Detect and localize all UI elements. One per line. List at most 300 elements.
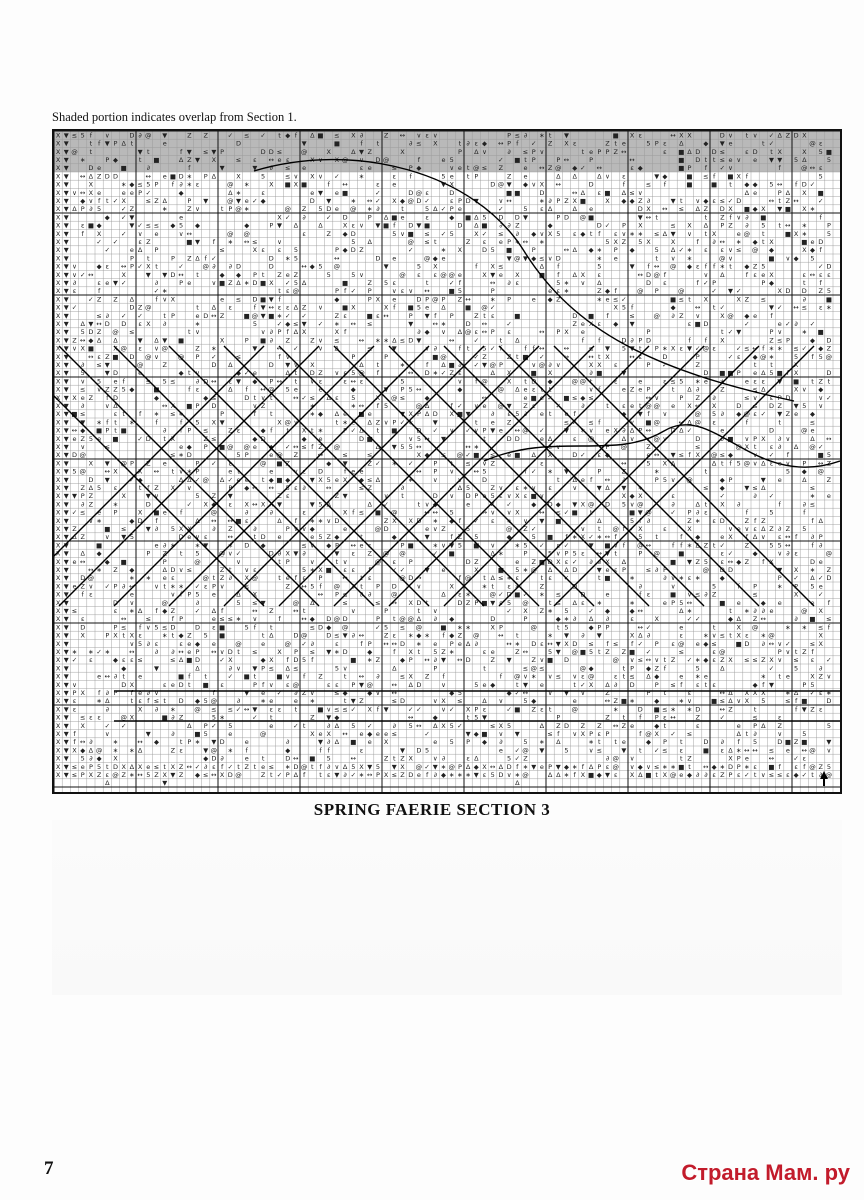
svg-text:↔: ↔ (653, 262, 660, 271)
svg-text:t: t (655, 770, 658, 779)
svg-text:◆: ◆ (203, 754, 209, 763)
svg-text:e: e (753, 311, 758, 320)
svg-text:ε: ε (613, 360, 618, 369)
svg-text:X: X (55, 237, 61, 246)
svg-text:X: X (564, 139, 569, 148)
svg-text:ε: ε (113, 483, 118, 492)
svg-text:Z: Z (465, 598, 471, 607)
svg-text:X: X (605, 352, 610, 361)
svg-text:Z: Z (744, 516, 750, 525)
svg-text:D: D (547, 557, 553, 566)
svg-text:Δ: Δ (752, 533, 758, 542)
svg-text:@: @ (669, 262, 677, 271)
svg-text:f: f (171, 180, 175, 189)
svg-text:◆: ◆ (547, 377, 553, 386)
svg-text:e: e (523, 164, 528, 173)
svg-text:ε: ε (482, 705, 487, 714)
svg-text:↔: ↔ (768, 196, 775, 205)
svg-text:D: D (703, 319, 709, 328)
svg-text:≤: ≤ (555, 590, 562, 599)
svg-text:▼: ▼ (564, 467, 569, 476)
svg-text:↔: ↔ (342, 180, 348, 189)
svg-text:≤: ≤ (334, 131, 340, 140)
svg-text:D: D (457, 598, 463, 607)
svg-text:X: X (400, 762, 405, 771)
svg-text:∗: ∗ (686, 254, 693, 263)
svg-text:✓: ✓ (440, 205, 447, 214)
svg-text:D: D (112, 762, 119, 771)
svg-text:↔: ↔ (793, 303, 799, 312)
svg-text:▼: ▼ (326, 713, 332, 722)
svg-text:5: 5 (826, 451, 831, 460)
svg-text:∂: ∂ (819, 664, 823, 673)
svg-text:t: t (163, 311, 166, 320)
svg-text:P: P (802, 459, 807, 468)
svg-text:∗: ∗ (260, 697, 266, 706)
svg-text:X: X (547, 451, 553, 460)
svg-text:ε: ε (605, 762, 610, 771)
svg-text:ε: ε (515, 278, 520, 287)
svg-text:Δ: Δ (326, 393, 331, 402)
svg-text:Z: Z (80, 582, 85, 591)
svg-text:Δ: Δ (474, 754, 479, 763)
svg-text:◆: ◆ (449, 688, 455, 697)
svg-text:P: P (687, 164, 692, 173)
svg-text:✓: ✓ (580, 164, 586, 173)
svg-text:X: X (572, 196, 577, 205)
svg-text:■: ■ (243, 311, 250, 320)
svg-text:P: P (728, 770, 733, 779)
svg-text:5: 5 (302, 656, 307, 665)
svg-text:↔: ↔ (88, 565, 94, 574)
svg-text:f: f (598, 385, 601, 394)
svg-text:∨: ∨ (441, 541, 446, 550)
svg-text:▼: ▼ (252, 344, 258, 353)
svg-text:X: X (802, 246, 807, 255)
svg-text:X: X (162, 770, 167, 779)
svg-text:5: 5 (482, 213, 487, 222)
svg-text:◆: ◆ (236, 270, 241, 279)
svg-text:≤: ≤ (752, 483, 758, 492)
svg-text:ε: ε (359, 164, 364, 173)
svg-text:▼: ▼ (539, 746, 545, 755)
svg-text:f: f (524, 467, 527, 476)
svg-text:↔: ↔ (727, 557, 734, 566)
svg-text:■: ■ (711, 697, 718, 706)
svg-text:✓: ✓ (96, 237, 102, 246)
svg-text:∗: ∗ (514, 237, 521, 246)
svg-text:ε: ε (802, 270, 807, 279)
svg-text:∨: ∨ (531, 180, 537, 189)
svg-text:▼: ▼ (63, 401, 69, 410)
svg-text:@: @ (653, 418, 660, 427)
svg-text:@: @ (284, 418, 291, 427)
svg-text:Δ: Δ (113, 336, 118, 345)
svg-text:@: @ (407, 196, 414, 205)
svg-text:f: f (458, 574, 462, 583)
svg-text:e: e (129, 188, 134, 197)
svg-text:▼: ▼ (63, 541, 69, 550)
svg-text:∂: ∂ (491, 410, 495, 419)
svg-text:≤: ≤ (522, 664, 529, 673)
svg-text:■: ■ (678, 155, 685, 164)
svg-text:Z: Z (367, 147, 372, 156)
svg-text:e: e (777, 319, 782, 328)
svg-text:f: f (630, 303, 634, 312)
svg-text:P: P (662, 738, 667, 747)
svg-text:∂: ∂ (359, 131, 364, 140)
svg-text:▼: ▼ (769, 155, 774, 164)
svg-text:5: 5 (679, 377, 684, 386)
svg-text:5: 5 (474, 533, 479, 542)
svg-text:✓: ✓ (498, 205, 504, 214)
svg-text:∗: ∗ (448, 647, 455, 656)
svg-text:@: @ (333, 615, 341, 624)
svg-text:t: t (466, 164, 470, 173)
svg-text:≤: ≤ (662, 746, 668, 755)
svg-text:e: e (162, 139, 167, 148)
svg-text:X: X (613, 426, 618, 435)
svg-text:▼: ▼ (63, 254, 69, 263)
svg-text:5: 5 (72, 467, 77, 476)
svg-text:X: X (638, 524, 643, 533)
svg-text:ε: ε (449, 196, 454, 205)
svg-text:■: ■ (604, 541, 611, 550)
svg-text:ε: ε (613, 770, 618, 779)
svg-text:P: P (195, 401, 200, 410)
svg-text:∨: ∨ (695, 196, 701, 205)
svg-text:≤: ≤ (563, 418, 570, 427)
svg-text:ε: ε (663, 278, 667, 287)
svg-text:t: t (302, 721, 306, 730)
svg-text:t: t (261, 631, 265, 640)
svg-text:∂: ∂ (696, 508, 700, 517)
svg-text:@: @ (423, 254, 431, 263)
svg-text:∨: ∨ (432, 131, 438, 140)
svg-text:X: X (736, 623, 741, 632)
svg-text:↔: ↔ (563, 352, 570, 361)
svg-text:f: f (327, 746, 330, 755)
svg-text:Δ: Δ (621, 557, 627, 566)
svg-text:✓: ✓ (506, 705, 512, 714)
svg-text:X: X (728, 205, 733, 214)
svg-text:∂: ∂ (433, 656, 437, 665)
svg-text:5: 5 (654, 246, 659, 255)
svg-text:P: P (490, 287, 495, 296)
svg-text:D: D (785, 287, 791, 296)
svg-text:e: e (392, 180, 397, 189)
svg-text:≤: ≤ (342, 451, 348, 460)
svg-text:5: 5 (712, 410, 717, 419)
svg-text:∂: ∂ (81, 360, 85, 369)
svg-text:✓: ✓ (260, 131, 266, 140)
svg-text:D: D (170, 565, 176, 574)
svg-text:P: P (466, 738, 471, 747)
svg-text:t: t (557, 623, 560, 632)
svg-text:@: @ (653, 434, 660, 443)
svg-text:D: D (104, 172, 110, 181)
svg-text:D: D (637, 705, 643, 714)
svg-text:✓: ✓ (506, 500, 512, 509)
svg-text:t: t (548, 131, 552, 140)
svg-text:Z: Z (88, 393, 94, 402)
svg-text:D: D (334, 516, 340, 525)
svg-text:■: ■ (448, 549, 455, 558)
svg-text:✓: ✓ (375, 459, 381, 468)
svg-text:P: P (113, 582, 118, 591)
svg-text:P: P (203, 721, 208, 730)
svg-text:D: D (785, 393, 791, 402)
svg-text:e: e (605, 426, 610, 435)
svg-text:X: X (55, 303, 61, 312)
svg-text:◆: ◆ (719, 483, 725, 492)
svg-text:■: ■ (96, 426, 103, 435)
svg-text:@: @ (145, 352, 152, 361)
svg-text:P: P (367, 295, 372, 304)
svg-text:P: P (195, 467, 200, 476)
svg-text:◆: ◆ (793, 254, 799, 263)
svg-text:f: f (622, 180, 626, 189)
svg-text:ε: ε (712, 680, 716, 689)
svg-text:∂: ∂ (212, 524, 216, 533)
svg-text:▼: ▼ (318, 738, 323, 747)
svg-text:P: P (564, 549, 569, 558)
svg-text:∨: ∨ (219, 582, 225, 591)
svg-text:≤: ≤ (694, 590, 701, 599)
svg-text:∂: ∂ (392, 721, 396, 730)
svg-text:◆: ◆ (728, 615, 733, 624)
svg-text:↔: ↔ (473, 467, 480, 476)
svg-text:∨: ∨ (129, 598, 135, 607)
svg-text:■: ■ (169, 172, 176, 181)
svg-text:Δ: Δ (433, 205, 438, 214)
site-watermark: Страна Мам. ру (681, 1160, 850, 1185)
svg-text:X: X (728, 754, 733, 763)
svg-text:f: f (565, 533, 568, 542)
svg-text:Δ: Δ (761, 483, 766, 492)
svg-text:ε: ε (474, 328, 479, 337)
svg-text:e: e (121, 188, 126, 197)
svg-text:X: X (277, 213, 282, 222)
svg-text:f: f (278, 352, 281, 361)
svg-text:Z: Z (474, 557, 479, 566)
svg-text:P: P (351, 680, 356, 689)
svg-text:P: P (654, 344, 659, 353)
svg-text:e: e (367, 738, 372, 747)
svg-text:f: f (499, 344, 503, 353)
svg-text:e: e (425, 524, 430, 533)
svg-text:D: D (326, 631, 332, 640)
svg-text:∗: ∗ (826, 688, 832, 697)
svg-text:f: f (581, 762, 585, 771)
svg-text:◆: ◆ (736, 410, 742, 419)
svg-text:e: e (605, 590, 610, 599)
svg-text:@: @ (522, 598, 529, 607)
svg-text:∗: ∗ (457, 623, 463, 632)
svg-text:∗: ∗ (129, 418, 135, 427)
svg-text:ε: ε (531, 401, 536, 410)
svg-text:Z: Z (96, 172, 102, 181)
svg-text:f: f (786, 369, 790, 378)
svg-text:5: 5 (802, 729, 807, 738)
svg-text:≤: ≤ (334, 688, 340, 697)
svg-text:X: X (654, 615, 659, 624)
svg-text:■: ■ (784, 205, 791, 214)
svg-text:D: D (293, 631, 299, 640)
svg-text:f: f (712, 172, 716, 181)
svg-text:X: X (55, 287, 61, 296)
svg-text:P: P (556, 328, 561, 337)
svg-text:X: X (769, 656, 774, 665)
svg-text:Z: Z (506, 418, 512, 427)
svg-text:t: t (688, 295, 691, 304)
svg-text:▼: ▼ (227, 492, 233, 501)
svg-text:Δ: Δ (580, 188, 586, 197)
svg-text:✓: ✓ (284, 278, 291, 287)
svg-text:■: ■ (112, 434, 119, 443)
svg-text:∗: ∗ (596, 533, 603, 542)
svg-text:∗: ∗ (629, 598, 635, 607)
svg-text:Δ: Δ (572, 598, 577, 607)
svg-text:P: P (293, 647, 298, 656)
svg-text:P: P (269, 221, 274, 230)
svg-text:■: ■ (678, 762, 685, 771)
svg-text:D: D (490, 180, 496, 189)
svg-text:◆: ◆ (88, 336, 94, 345)
svg-text:∂: ∂ (163, 541, 167, 550)
svg-text:@: @ (694, 418, 701, 427)
svg-text:Δ: Δ (105, 697, 110, 706)
svg-text:ε: ε (138, 237, 142, 246)
svg-text:@: @ (210, 508, 218, 517)
svg-text:■: ■ (686, 180, 693, 189)
svg-text:t: t (188, 680, 191, 689)
svg-text:■: ■ (87, 344, 94, 353)
svg-text:ε: ε (425, 213, 429, 222)
svg-text:t: t (811, 377, 814, 386)
svg-text:Z: Z (219, 565, 225, 574)
svg-text:ε: ε (794, 762, 798, 771)
svg-text:Δ: Δ (728, 688, 733, 697)
svg-text:5: 5 (646, 459, 651, 468)
svg-text:e: e (425, 303, 430, 312)
svg-text:↔: ↔ (276, 377, 283, 386)
svg-text:∂: ∂ (581, 631, 585, 640)
svg-text:▼: ▼ (482, 360, 487, 369)
svg-text:P: P (597, 762, 602, 771)
svg-text:P: P (105, 631, 110, 640)
svg-text:≤: ≤ (686, 729, 693, 738)
svg-text:■: ■ (506, 188, 513, 197)
svg-text:✓: ✓ (194, 762, 201, 771)
svg-text:X: X (506, 377, 512, 386)
svg-text:✓: ✓ (211, 721, 217, 730)
svg-text:t: t (827, 377, 831, 386)
svg-text:5: 5 (88, 434, 93, 443)
svg-text:↔: ↔ (465, 295, 471, 304)
svg-text:5: 5 (703, 557, 708, 566)
svg-text:f: f (130, 688, 134, 697)
svg-text:f: f (212, 688, 216, 697)
svg-text:◆: ◆ (260, 541, 266, 550)
svg-text:∨: ∨ (72, 188, 77, 197)
svg-text:▼: ▼ (80, 418, 86, 427)
svg-text:@: @ (391, 393, 398, 402)
svg-text:✓: ✓ (399, 565, 406, 574)
svg-text:↔: ↔ (719, 237, 726, 246)
svg-text:▼: ▼ (326, 196, 332, 205)
svg-text:ε: ε (818, 139, 823, 148)
svg-text:ε: ε (695, 721, 700, 730)
svg-text:Δ: Δ (490, 549, 495, 558)
svg-text:Z: Z (695, 713, 700, 722)
svg-text:∨: ∨ (449, 164, 455, 173)
svg-text:◆: ◆ (654, 721, 660, 730)
svg-text:✓: ✓ (424, 762, 430, 771)
svg-text:∂: ∂ (507, 147, 511, 156)
svg-text:Δ: Δ (761, 459, 766, 468)
svg-text:t: t (753, 770, 757, 779)
svg-text:X: X (146, 262, 151, 271)
svg-text:▼: ▼ (219, 418, 225, 427)
svg-text:ε: ε (630, 615, 634, 624)
svg-text:◆: ◆ (670, 303, 676, 312)
svg-text:e: e (334, 205, 339, 214)
svg-text:Z: Z (424, 672, 430, 681)
svg-text:∗: ∗ (735, 237, 742, 246)
svg-text:≤: ≤ (612, 639, 619, 648)
svg-text:t: t (622, 664, 626, 673)
svg-text:◆: ◆ (449, 516, 455, 525)
svg-text:∂: ∂ (351, 631, 355, 640)
svg-text:∨: ∨ (154, 582, 159, 591)
svg-text:@: @ (530, 565, 537, 574)
svg-text:■: ■ (604, 188, 611, 197)
svg-text:∨: ∨ (72, 262, 77, 271)
svg-text:X: X (55, 360, 61, 369)
svg-text:@: @ (358, 369, 365, 378)
svg-text:∗: ∗ (785, 623, 791, 632)
svg-text:D: D (121, 680, 127, 689)
svg-text:↔: ↔ (88, 352, 94, 361)
svg-text:X: X (55, 606, 61, 615)
svg-text:∨: ∨ (277, 237, 282, 246)
svg-text:t: t (311, 426, 314, 435)
svg-text:✓: ✓ (424, 196, 430, 205)
svg-text:P: P (605, 623, 610, 632)
svg-text:@: @ (194, 705, 201, 714)
svg-text:∨: ∨ (547, 688, 553, 697)
svg-text:D: D (465, 319, 471, 328)
svg-text:e: e (490, 647, 495, 656)
svg-text:Δ: Δ (605, 680, 610, 689)
svg-text:▼: ▼ (490, 426, 496, 435)
svg-text:∗: ∗ (670, 705, 676, 714)
svg-text:▼: ▼ (63, 237, 69, 246)
svg-text:ε: ε (597, 319, 602, 328)
svg-text:◆: ◆ (441, 770, 446, 779)
svg-text:▼: ▼ (72, 492, 77, 501)
svg-text:∨: ∨ (728, 164, 733, 173)
svg-text:≤: ≤ (752, 385, 758, 394)
svg-text:◆: ◆ (605, 606, 610, 615)
svg-text:Z: Z (178, 770, 184, 779)
svg-text:↔: ↔ (366, 196, 373, 205)
svg-text:▼: ▼ (63, 139, 69, 148)
svg-text:≤: ≤ (161, 623, 168, 632)
svg-text:◆: ◆ (342, 688, 348, 697)
svg-text:t: t (704, 500, 708, 509)
